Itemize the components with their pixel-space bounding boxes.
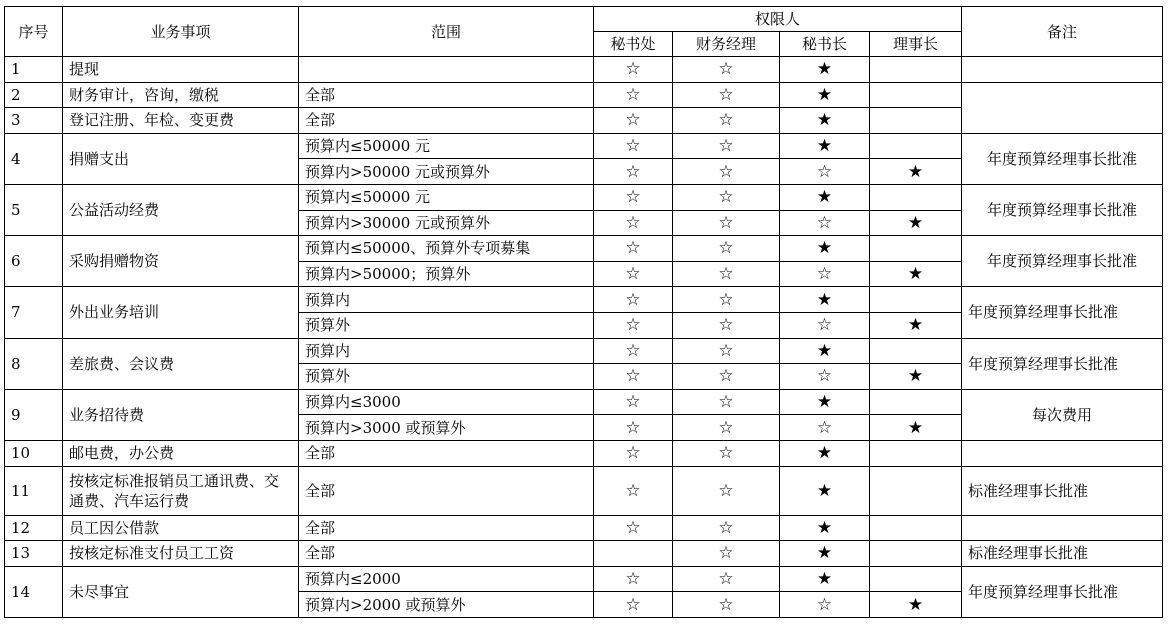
chairman-empty — [870, 184, 962, 210]
secretariat-open-star: ☆ — [594, 236, 673, 262]
secretary-general-filled-star: ★ — [780, 338, 870, 364]
secretariat-open-star: ☆ — [594, 364, 673, 390]
chairman-filled-star: ★ — [870, 159, 962, 185]
row-scope: 预算内>50000 元或预算外 — [299, 159, 594, 185]
finance-manager-open-star: ☆ — [673, 566, 780, 592]
chairman-empty — [870, 466, 962, 515]
chairman-empty — [870, 566, 962, 592]
row-seq: 4 — [5, 133, 63, 184]
table-row — [5, 515, 1163, 541]
chairman-filled-star: ★ — [870, 261, 962, 287]
row-seq: 3 — [5, 108, 63, 134]
row-seq: 13 — [5, 541, 63, 567]
secretary-general-filled-star: ★ — [780, 57, 870, 83]
secretariat-open-star: ☆ — [594, 108, 673, 134]
secretary-general-filled-star: ★ — [780, 236, 870, 262]
row-item: 采购捐赠物资 — [63, 236, 299, 287]
chairman-filled-star: ★ — [870, 415, 962, 441]
table-row — [5, 57, 1163, 83]
row-remark — [962, 440, 1163, 466]
secretariat-open-star: ☆ — [594, 566, 673, 592]
finance-manager-open-star: ☆ — [673, 159, 780, 185]
header-item: 业务事项 — [63, 7, 299, 57]
chairman-empty — [870, 82, 962, 108]
row-scope: 预算内≤50000 元 — [299, 184, 594, 210]
row-remark — [962, 82, 1163, 133]
table-row — [5, 466, 1163, 515]
secretary-general-filled-star: ★ — [780, 515, 870, 541]
finance-manager-open-star: ☆ — [673, 82, 780, 108]
row-item: 业务招待费 — [63, 389, 299, 440]
row-item: 员工因公借款 — [63, 515, 299, 541]
row-item: 提现 — [63, 57, 299, 83]
chairman-empty — [870, 515, 962, 541]
row-remark: 标准经理事长批准 — [962, 541, 1163, 567]
table-row — [5, 440, 1163, 466]
header-role-chairman: 理事长 — [870, 32, 962, 57]
row-remark: 年度预算经理事长批准 — [962, 287, 1163, 338]
row-seq: 10 — [5, 440, 63, 466]
finance-manager-open-star: ☆ — [673, 57, 780, 83]
secretary-general-open-star: ☆ — [780, 210, 870, 236]
finance-manager-open-star: ☆ — [673, 338, 780, 364]
row-remark: 年度预算经理事长批准 — [962, 338, 1163, 389]
secretariat-open-star: ☆ — [594, 184, 673, 210]
row-item: 未尽事宜 — [63, 566, 299, 617]
chairman-empty — [870, 440, 962, 466]
table-row — [5, 338, 1163, 364]
secretary-general-filled-star: ★ — [780, 566, 870, 592]
secretary-general-open-star: ☆ — [780, 415, 870, 441]
chairman-filled-star: ★ — [870, 364, 962, 390]
secretary-general-filled-star: ★ — [780, 541, 870, 567]
row-seq: 5 — [5, 184, 63, 235]
row-item: 按核定标准支付员工工资 — [63, 541, 299, 567]
finance-manager-open-star: ☆ — [673, 415, 780, 441]
secretariat-open-star: ☆ — [594, 312, 673, 338]
row-item: 公益活动经费 — [63, 184, 299, 235]
secretariat-open-star: ☆ — [594, 592, 673, 618]
row-scope: 全部 — [299, 466, 594, 515]
row-seq: 11 — [5, 466, 63, 515]
row-item: 按核定标准报销员工通讯费、交通费、汽车运行费 — [63, 466, 299, 515]
secretary-general-filled-star: ★ — [780, 466, 870, 515]
row-scope: 预算外 — [299, 312, 594, 338]
row-seq: 7 — [5, 287, 63, 338]
secretariat-empty — [594, 541, 673, 567]
secretary-general-filled-star: ★ — [780, 108, 870, 134]
secretary-general-filled-star: ★ — [780, 287, 870, 313]
row-scope: 预算内>2000 或预算外 — [299, 592, 594, 618]
secretary-general-filled-star: ★ — [780, 82, 870, 108]
row-scope: 全部 — [299, 440, 594, 466]
table-row — [5, 287, 1163, 313]
row-item: 差旅费、会议费 — [63, 338, 299, 389]
row-scope: 预算外 — [299, 364, 594, 390]
row-seq: 9 — [5, 389, 63, 440]
finance-manager-open-star: ☆ — [673, 515, 780, 541]
secretariat-open-star: ☆ — [594, 261, 673, 287]
table-row — [5, 541, 1163, 567]
finance-manager-open-star: ☆ — [673, 312, 780, 338]
secretariat-open-star: ☆ — [594, 466, 673, 515]
chairman-empty — [870, 287, 962, 313]
secretariat-open-star: ☆ — [594, 57, 673, 83]
secretariat-open-star: ☆ — [594, 210, 673, 236]
table-row — [5, 133, 1163, 159]
secretariat-open-star: ☆ — [594, 82, 673, 108]
secretary-general-filled-star: ★ — [780, 389, 870, 415]
row-item: 捐赠支出 — [63, 133, 299, 184]
finance-manager-open-star: ☆ — [673, 108, 780, 134]
secretary-general-filled-star: ★ — [780, 440, 870, 466]
secretary-general-open-star: ☆ — [780, 592, 870, 618]
row-scope: 全部 — [299, 108, 594, 134]
secretariat-open-star: ☆ — [594, 415, 673, 441]
secretariat-open-star: ☆ — [594, 440, 673, 466]
secretary-general-open-star: ☆ — [780, 312, 870, 338]
row-remark: 每次费用 — [962, 389, 1163, 440]
row-remark: 标准经理事长批准 — [962, 466, 1163, 515]
row-scope: 预算内≤3000 — [299, 389, 594, 415]
row-item: 登记注册、年检、变更费 — [63, 108, 299, 134]
row-remark: 年度预算经理事长批准 — [962, 236, 1163, 287]
row-scope: 全部 — [299, 541, 594, 567]
chairman-filled-star: ★ — [870, 312, 962, 338]
finance-manager-open-star: ☆ — [673, 541, 780, 567]
secretariat-open-star: ☆ — [594, 338, 673, 364]
authorization-table — [4, 6, 1163, 618]
table-row — [5, 566, 1163, 592]
chairman-empty — [870, 236, 962, 262]
finance-manager-open-star: ☆ — [673, 466, 780, 515]
row-scope — [299, 57, 594, 83]
row-remark: 年度预算经理事长批准 — [962, 184, 1163, 235]
row-seq: 8 — [5, 338, 63, 389]
finance-manager-open-star: ☆ — [673, 210, 780, 236]
row-scope: 预算内 — [299, 287, 594, 313]
row-scope: 预算内>3000 或预算外 — [299, 415, 594, 441]
secretariat-open-star: ☆ — [594, 389, 673, 415]
row-scope: 预算内≤2000 — [299, 566, 594, 592]
finance-manager-open-star: ☆ — [673, 389, 780, 415]
chairman-empty — [870, 338, 962, 364]
row-remark: 年度预算经理事长批准 — [962, 133, 1163, 184]
chairman-empty — [870, 133, 962, 159]
row-scope: 全部 — [299, 82, 594, 108]
row-seq: 1 — [5, 57, 63, 83]
header-role-secretary-general: 秘书长 — [780, 32, 870, 57]
secretary-general-open-star: ☆ — [780, 364, 870, 390]
row-item: 财务审计，咨询，缴税 — [63, 82, 299, 108]
table-row — [5, 184, 1163, 210]
table-row — [5, 389, 1163, 415]
finance-manager-open-star: ☆ — [673, 440, 780, 466]
row-remark — [962, 515, 1163, 541]
chairman-filled-star: ★ — [870, 210, 962, 236]
secretary-general-open-star: ☆ — [780, 159, 870, 185]
chairman-filled-star: ★ — [870, 592, 962, 618]
row-scope: 全部 — [299, 515, 594, 541]
row-seq: 14 — [5, 566, 63, 617]
row-seq: 2 — [5, 82, 63, 108]
table-row — [5, 82, 1163, 108]
finance-manager-open-star: ☆ — [673, 287, 780, 313]
secretariat-open-star: ☆ — [594, 515, 673, 541]
row-scope: 预算内 — [299, 338, 594, 364]
row-scope: 预算内≤50000 元 — [299, 133, 594, 159]
finance-manager-open-star: ☆ — [673, 133, 780, 159]
secretariat-open-star: ☆ — [594, 133, 673, 159]
row-seq: 6 — [5, 236, 63, 287]
header-role-finance-manager: 财务经理 — [673, 32, 780, 57]
header-scope: 范围 — [299, 7, 594, 57]
row-item: 外出业务培训 — [63, 287, 299, 338]
chairman-empty — [870, 57, 962, 83]
row-remark — [962, 57, 1163, 83]
row-seq: 12 — [5, 515, 63, 541]
row-scope: 预算内>50000；预算外 — [299, 261, 594, 287]
finance-manager-open-star: ☆ — [673, 236, 780, 262]
row-remark: 年度预算经理事长批准 — [962, 566, 1163, 617]
row-scope: 预算内≤50000、预算外专项募集 — [299, 236, 594, 262]
secretary-general-open-star: ☆ — [780, 261, 870, 287]
secretary-general-filled-star: ★ — [780, 184, 870, 210]
header-role-secretariat: 秘书处 — [594, 32, 673, 57]
secretariat-open-star: ☆ — [594, 159, 673, 185]
finance-manager-open-star: ☆ — [673, 592, 780, 618]
row-scope: 预算内>30000 元或预算外 — [299, 210, 594, 236]
chairman-empty — [870, 389, 962, 415]
chairman-empty — [870, 108, 962, 134]
finance-manager-open-star: ☆ — [673, 184, 780, 210]
header-authority: 权限人 — [594, 7, 962, 32]
finance-manager-open-star: ☆ — [673, 364, 780, 390]
header-remark: 备注 — [962, 7, 1163, 57]
row-item: 邮电费，办公费 — [63, 440, 299, 466]
secretariat-open-star: ☆ — [594, 287, 673, 313]
table-row — [5, 236, 1163, 262]
header-seq: 序号 — [5, 7, 63, 57]
chairman-empty — [870, 541, 962, 567]
secretary-general-filled-star: ★ — [780, 133, 870, 159]
finance-manager-open-star: ☆ — [673, 261, 780, 287]
